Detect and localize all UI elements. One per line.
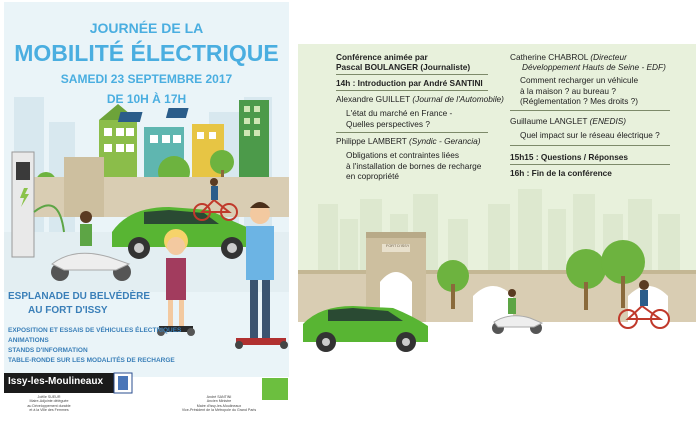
- divider: [510, 110, 670, 111]
- program-intro-time: 14h : Introduction par André SANTINI: [336, 78, 483, 88]
- flyer-activity: EXPOSITION ET ESSAIS DE VÉHICULES ÉLECTRIQUES: [8, 327, 182, 334]
- speaker-langlet: Guillaume LANGLET (ENEDIS): [510, 116, 627, 126]
- topic-lambert: Obligations et contraintes liées à l'installation de bornes de recharge en copropriété: [346, 150, 482, 181]
- signature-left: Joëlle SUEUR Maire-Adjointe déléguée au Développement durable et à la Ville des Femmes: [27, 395, 71, 413]
- speaker-lambert: Philippe LAMBERT (Syndic - Gerancia): [336, 136, 481, 146]
- divider: [336, 90, 488, 91]
- fort-sign: FORT D'ISSY: [386, 244, 410, 248]
- program-intro-line2: Pascal BOULANGER (Journaliste): [336, 62, 471, 72]
- speaker-guillet: Alexandre GUILLET (Journal de l'Automobile): [336, 94, 504, 104]
- program-qa: 15h15 : Questions / Réponses: [510, 152, 629, 162]
- program-panel: [298, 44, 696, 355]
- flyer-date: SAMEDI 23 SEPTEMBRE 2017: [60, 72, 233, 86]
- city-name: Issy-les-Moulineaux: [8, 376, 104, 387]
- flyer-activity: STANDS D'INFORMATION: [8, 347, 88, 354]
- topic-guillet: L'état du marché en France - Quelles perspectives ?: [346, 108, 453, 129]
- topic-chabrol: Comment recharger un véhicule à la maison ? au bureau ? (Réglementation ? Mes droits ?): [520, 75, 639, 106]
- divider: [336, 132, 488, 133]
- divider: [336, 74, 488, 75]
- flyer-activity: ANIMATIONS: [8, 337, 49, 344]
- flyer-title-line2: MOBILITÉ ÉLECTRIQUE: [14, 40, 279, 66]
- flyer-title-line1: JOURNÉE DE LA: [89, 20, 204, 36]
- speaker-chabrol: Catherine CHABROL (Directeur: [510, 52, 627, 62]
- event-flyer: [4, 2, 289, 416]
- divider: [510, 145, 670, 146]
- flyer-location-line2: AU FORT D'ISSY: [28, 305, 108, 316]
- green-logo-square: [262, 378, 288, 400]
- divider: [510, 164, 670, 165]
- topic-langlet: Quel impact sur le réseau électrique ?: [520, 130, 660, 140]
- flyer-activity: TABLE-RONDE SUR LES MODALITÉS DE RECHARGE: [8, 357, 175, 364]
- program-intro-line1: Conférence animée par: [336, 52, 428, 62]
- flyer-location-line1: ESPLANADE DU BELVÉDÈRE: [8, 291, 151, 302]
- flyer-hours: DE 10H À 17H: [106, 92, 187, 106]
- charging-station: [12, 152, 34, 257]
- program-end: 16h : Fin de la conférence: [510, 168, 612, 178]
- signature-right: André SANTINI Ancien Ministre Maire d'Issy-les-Moulineaux Vice-Président de la Métropole du Grand Paris: [181, 395, 257, 413]
- org-chabrol: Développement Hauts de Seine - EDF): [522, 62, 666, 72]
